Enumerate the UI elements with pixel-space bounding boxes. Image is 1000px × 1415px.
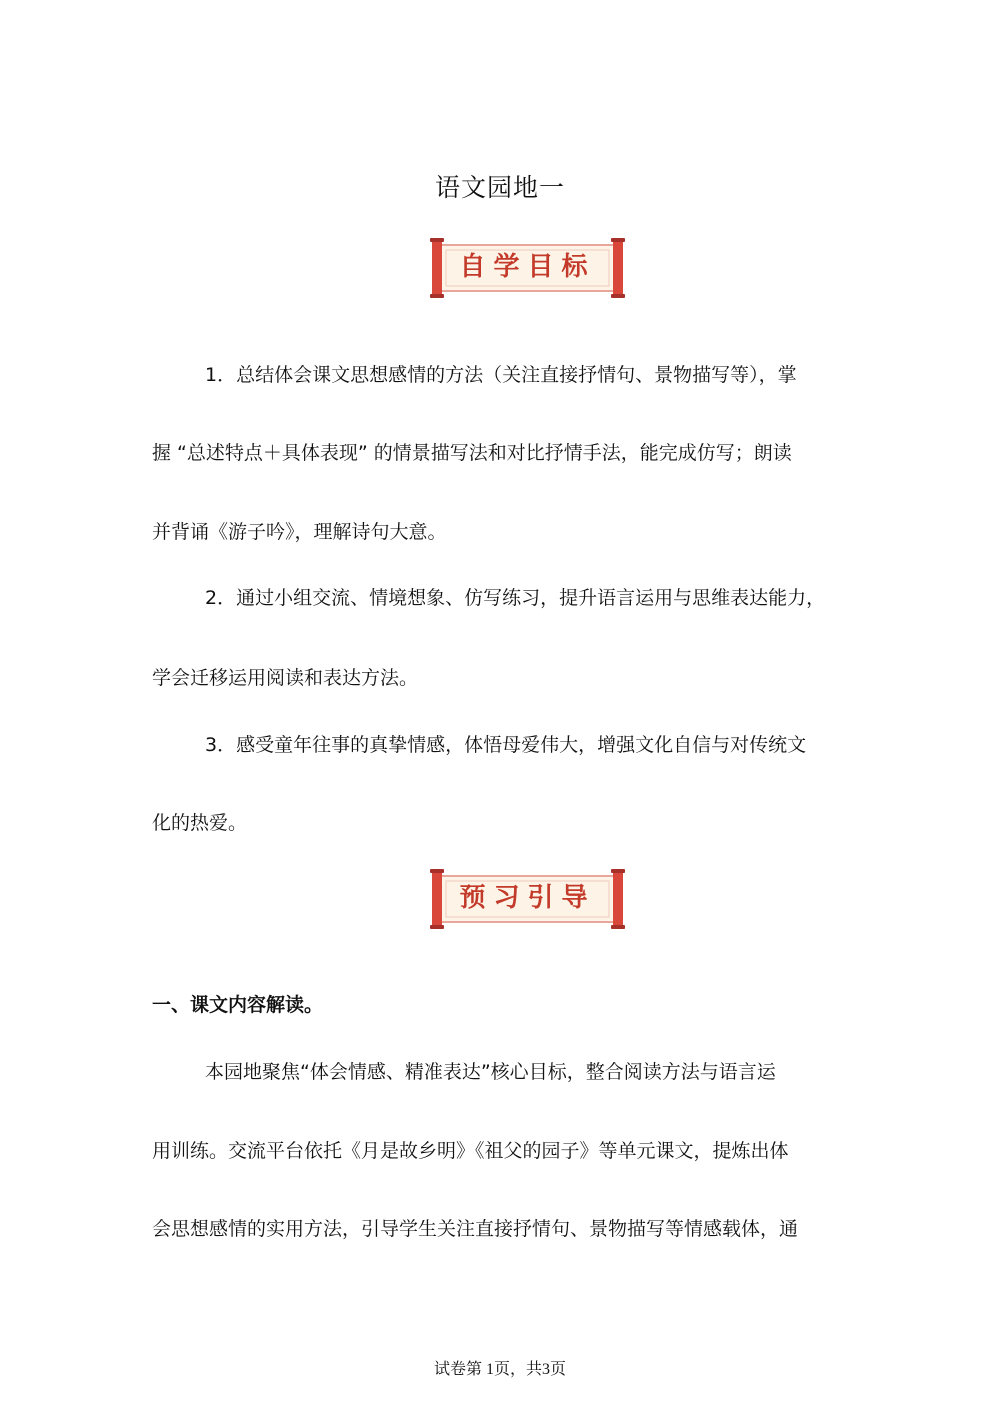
- goals-banner-label: 自学目标: [459, 252, 596, 282]
- goal-3-line-1: 3．感受童年往事的真挚情感，体悟母爱伟大，增强文化自信与对传统文: [205, 734, 807, 756]
- page-footer: 试卷第 1页，共3页: [433, 1361, 566, 1378]
- section-1-line-3: 会思想感情的实用方法，引导学生关注直接抒情句、景物描写等情感载体，通: [152, 1218, 799, 1240]
- section-1-line-1: 本园地聚焦“体会情感、精准表达”核心目标，整合阅读方法与语言运: [205, 1061, 776, 1083]
- goal-2-line-1: 2．通过小组交流、情境想象、仿写练习，提升语言运用与思维表达能力，: [205, 587, 826, 609]
- goal-1-line-2: 握 “总述特点＋具体表现” 的情景描写法和对比抒情手法，能完成仿写；朗读: [152, 442, 792, 464]
- section-1-line-2: 用训练。交流平台依托《月是故乡明》《祖父的园子》等单元课文，提炼出体: [152, 1140, 789, 1162]
- goal-1-line-3: 并背诵《游子吟》，理解诗句大意。: [152, 521, 447, 543]
- goal-3-line-2: 化的热爱。: [152, 812, 248, 834]
- goal-1-line-1: 1．总结体会课文思想感情的方法（关注直接抒情句、景物描写等），掌: [205, 364, 797, 386]
- preview-banner-label: 预习引导: [459, 883, 596, 913]
- goal-2-line-2: 学会迁移运用阅读和表达方法。: [152, 667, 419, 689]
- page-title: 语文园地一: [434, 173, 565, 202]
- section-1-heading: 一、课文内容解读。: [152, 994, 324, 1016]
- preview-banner: [430, 869, 625, 929]
- goals-banner: [430, 238, 625, 298]
